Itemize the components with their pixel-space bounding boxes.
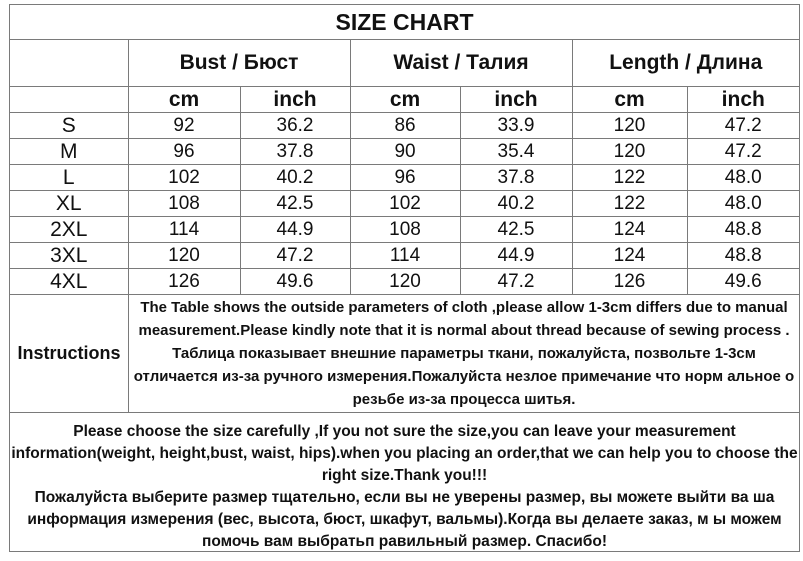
bust-cm-cell: 96 [128,139,240,165]
instructions-english: The Table shows the outside parameters of cloth ,please allow 1-3cm differs due to manual measurement.Please kindly note that it is normal about thread because of sewing process . [138,299,790,339]
bust-inch-cell: 47.2 [240,243,350,269]
waist-inch-cell: 42.5 [460,217,572,243]
length-inch-header: inch [687,87,799,113]
size-header-blank [10,40,128,87]
length-inch-cell: 49.6 [687,269,799,295]
bust-inch-cell: 44.9 [240,217,350,243]
instructions-text [129,295,799,412]
size-label: L [10,165,128,191]
waist-cm-cell: 102 [350,191,460,217]
chart-title: SIZE CHART [10,5,799,40]
length-inch-cell: 47.2 [687,139,799,165]
unit-header-blank [10,87,128,113]
waist-inch-cell: 44.9 [460,243,572,269]
table-row [10,113,799,139]
size-label: XL [10,191,128,217]
waist-cm-cell: 120 [350,269,460,295]
size-label: S [10,113,128,139]
waist-cm-cell: 108 [350,217,460,243]
length-inch-cell: 48.0 [687,165,799,191]
instructions-russian: Таблица показывает внешние параметры ткани, пожалуйста, позвольте 1-3см отличается из-за ручного измерения.Пожалуйста незлое примечание что норм альное о резьбе из-за процесса шитья. [133,345,795,408]
length-cm-cell: 126 [572,269,687,295]
waist-inch-cell: 37.8 [460,165,572,191]
length-inch-cell: 48.8 [687,217,799,243]
size-chart-frame [9,4,800,552]
waist-inch-cell: 35.4 [460,139,572,165]
group-header-row [10,40,799,87]
bust-inch-cell: 40.2 [240,165,350,191]
length-cm-cell: 122 [572,165,687,191]
size-table [10,40,799,295]
sizing-note [10,415,799,551]
waist-cm-header: cm [350,87,460,113]
waist-inch-cell: 47.2 [460,269,572,295]
bust-cm-cell: 92 [128,113,240,139]
waist-cm-cell: 96 [350,165,460,191]
table-row [10,139,799,165]
length-cm-cell: 120 [572,139,687,165]
length-cm-header: cm [572,87,687,113]
size-label: 4XL [10,269,128,295]
bust-header: Bust / Бюст [128,40,350,87]
bust-cm-cell: 126 [128,269,240,295]
waist-inch-cell: 40.2 [460,191,572,217]
bust-cm-cell: 114 [128,217,240,243]
sizing-note-russian: Пожалуйста выберите размер тщательно, если вы не уверены размер, вы можете выйти ва ша информация измерения (вес, высота, бюст, шкафут, вальмы).Когда вы делаете заказ, м ы можем помочь вам выбратьп равильный размер. Спасибо! [27,489,782,550]
length-header: Length / Длина [572,40,799,87]
bust-inch-cell: 49.6 [240,269,350,295]
waist-header: Waist / Талия [350,40,572,87]
table-row [10,217,799,243]
instructions-section [10,294,799,413]
unit-header-row [10,87,799,113]
length-inch-cell: 48.8 [687,243,799,269]
length-cm-cell: 122 [572,191,687,217]
table-row [10,243,799,269]
size-label: 2XL [10,217,128,243]
waist-inch-header: inch [460,87,572,113]
bust-cm-cell: 102 [128,165,240,191]
bust-cm-cell: 108 [128,191,240,217]
bust-inch-cell: 36.2 [240,113,350,139]
table-row [10,191,799,217]
waist-cm-cell: 90 [350,139,460,165]
sizing-note-english: Please choose the size carefully ,If you not sure the size,you can leave your measurement information(weight, height,bust, waist, hips).when you placing an order,that we can help you to choose the right size.Thank you!!! [11,423,798,484]
length-cm-cell: 120 [572,113,687,139]
length-inch-cell: 47.2 [687,113,799,139]
size-label: M [10,139,128,165]
length-cm-cell: 124 [572,217,687,243]
bust-inch-cell: 37.8 [240,139,350,165]
bust-cm-cell: 120 [128,243,240,269]
instructions-label: Instructions [10,295,129,412]
bust-cm-header: cm [128,87,240,113]
waist-cm-cell: 114 [350,243,460,269]
bust-inch-header: inch [240,87,350,113]
length-inch-cell: 48.0 [687,191,799,217]
table-row [10,165,799,191]
waist-inch-cell: 33.9 [460,113,572,139]
waist-cm-cell: 86 [350,113,460,139]
table-row [10,269,799,295]
bust-inch-cell: 42.5 [240,191,350,217]
size-label: 3XL [10,243,128,269]
length-cm-cell: 124 [572,243,687,269]
